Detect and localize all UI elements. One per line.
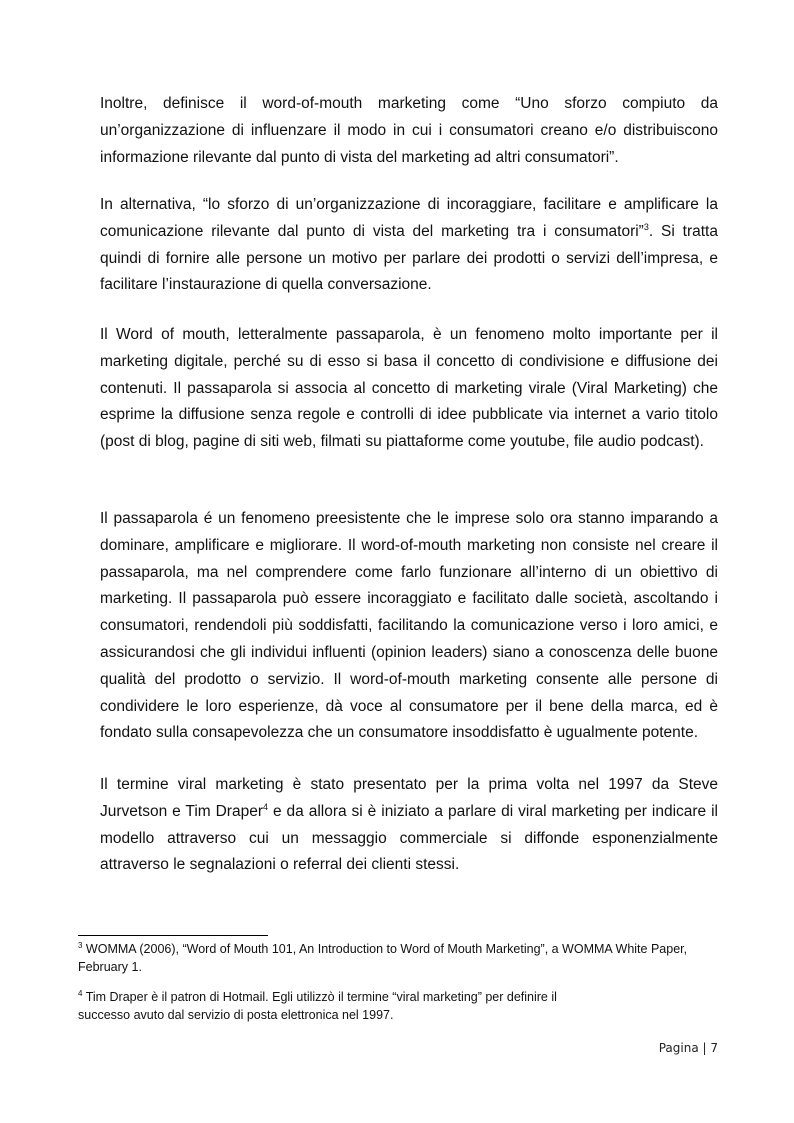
paragraph-4-text: Il passaparola é un fenomeno preesistente che le imprese solo ora stanno imparando a dominare, amplificare e migliorare. Il word-of-mouth marketing non consiste nel creare il passaparola, ma nel comprendere come farlo funzionare all’interno di un obiettivo di marketing. Il passaparola può essere incoraggiato e facilitato dalle società, ascoltando i consumatori, rendendoli più soddisfatti, facilitando la comunicazione verso i loro amici, e assicurandosi che gli individui influenti (opinion leaders) siano a conoscenza delle buone qualità del prodotto o servizio. Il word-of-mouth marketing consente alle persone di condividere le loro esperienze, dà voce al consumatore per il bene della marca, ed è fondato sulla consapevolezza che un consumatore insoddisfatto è ugualmente potente. bbox=[100, 510, 718, 742]
footnote-4-number: 4 bbox=[78, 988, 83, 998]
paragraph-5-text-a: Il termine viral marketing è stato presentato per la prima volta nel 1997 da Steve Jurvetson e Tim Draper bbox=[100, 776, 718, 820]
paragraph-5 bbox=[100, 772, 718, 879]
paragraph-2-text-b: . Si tratta quindi di fornire alle persone un motivo per parlare dei prodotti o servizi dell’impresa, e facilitare l’instaurazione di quella conversazione. bbox=[100, 222, 718, 294]
paragraph-4 bbox=[100, 506, 718, 747]
page-number: Pagina | 7 bbox=[658, 1041, 718, 1055]
footnote-ref-3: 3 bbox=[643, 221, 649, 232]
footnote-separator bbox=[78, 935, 268, 936]
footnote-4 bbox=[78, 989, 598, 1024]
paragraph-1 bbox=[100, 91, 718, 171]
paragraph-2 bbox=[100, 192, 718, 299]
footnote-3-number: 3 bbox=[78, 940, 83, 950]
footnote-ref-4: 4 bbox=[263, 801, 269, 812]
footnote-3-text: WOMMA (2006), “Word of Mouth 101, An Introduction to Word of Mouth Marketing”, a WOMMA White Paper, February 1. bbox=[78, 942, 688, 974]
paragraph-5-text-b: e da allora si è iniziato a parlare di viral marketing per indicare il modello attraverso cui un messaggio commerciale si diffonde esponenzialmente attraverso le segnalazioni o referral dei clienti stessi. bbox=[100, 802, 718, 874]
footnote-3 bbox=[78, 941, 718, 976]
paragraph-2-text-a: In alternativa, “lo sforzo di un’organizzazione di incoraggiare, facilitare e amplificare la comunicazione rilevante dal punto di vista del marketing tra i consumatori” bbox=[100, 196, 718, 240]
paragraph-3 bbox=[100, 322, 718, 456]
paragraph-3-text: Il Word of mouth, letteralmente passaparola, è un fenomeno molto importante per il marketing digitale, perché su di esso si basa il concetto di condivisione e diffusione dei contenuti. Il passaparola si associa al concetto di marketing virale (Viral Marketing) che esprime la diffusione senza regole e controlli di idee pubblicate via internet a vario titolo (post di blog, pagine di siti web, filmati su piattaforme come youtube, file audio podcast). bbox=[100, 326, 718, 451]
footnote-4-text: Tim Draper è il patron di Hotmail. Egli utilizzò il termine “viral marketing” per definire il successo avuto dal servizio di posta elettronica nel 1997. bbox=[78, 990, 557, 1022]
paragraph-1-text: Inoltre, definisce il word-of-mouth marketing come “Uno sforzo compiuto da un’organizzazione di influenzare il modo in cui i consumatori creano e/o distribuiscono informazione rilevante dal punto di vista del marketing ad altri consumatori”. bbox=[100, 95, 718, 166]
